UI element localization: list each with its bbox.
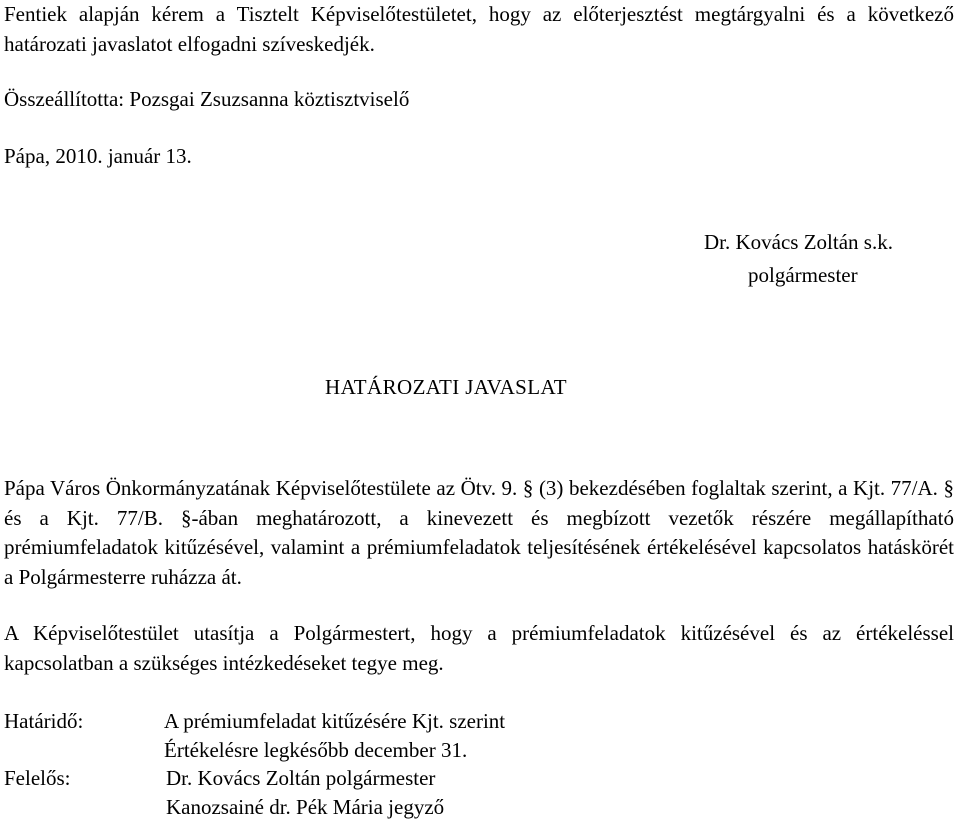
- signatory-title: polgármester: [748, 263, 858, 287]
- responsible-line-2: Kanozsainé dr. Pék Mária jegyző: [166, 795, 445, 819]
- signatory-name: Dr. Kovács Zoltán s.k.: [704, 230, 893, 254]
- resolution-title: HATÁROZATI JAVASLAT: [325, 375, 567, 399]
- deadline-line-1: A prémiumfeladat kitűzésére Kjt. szerint: [164, 709, 506, 733]
- resolution-paragraph-1: Pápa Város Önkormányzatának Képviselőtestülete az Ötv. 9. § (3) bekezdésében foglaltak szerint, a Kjt. 77/A. § és a Kjt. 77/B. §-ában meghatározott, a kinevezett és megbízott vezetők részére megállapítható prémiumfeladatok kitűzésével, valamint a prémiumfeladatok teljesítésének értékelésével kapcsolatos hatáskörét a Polgármesterre ruházza át.: [4, 476, 954, 589]
- compiled-by: Összeállította: Pozsgai Zsuzsanna köztisztviselő: [4, 87, 410, 111]
- resolution-paragraph-2: A Képviselőtestület utasítja a Polgármestert, hogy a prémiumfeladatok kitűzésével és az értékeléssel kapcsolatban a szükséges intézkedéseket tegye meg.: [4, 621, 954, 675]
- responsible-label: Felelős:: [4, 766, 71, 790]
- deadline-label: Határidő:: [4, 709, 84, 733]
- intro-paragraph: Fentiek alapján kérem a Tisztelt Képviselőtestületet, hogy az előterjesztést megtárgyalni és a következő határozati javaslatot elfogadni szíveskedjék.: [4, 2, 954, 56]
- place-date: Pápa, 2010. január 13.: [4, 144, 192, 168]
- deadline-line-2: Értékelésre legkésőbb december 31.: [164, 738, 468, 762]
- responsible-line-1: Dr. Kovács Zoltán polgármester: [166, 766, 436, 790]
